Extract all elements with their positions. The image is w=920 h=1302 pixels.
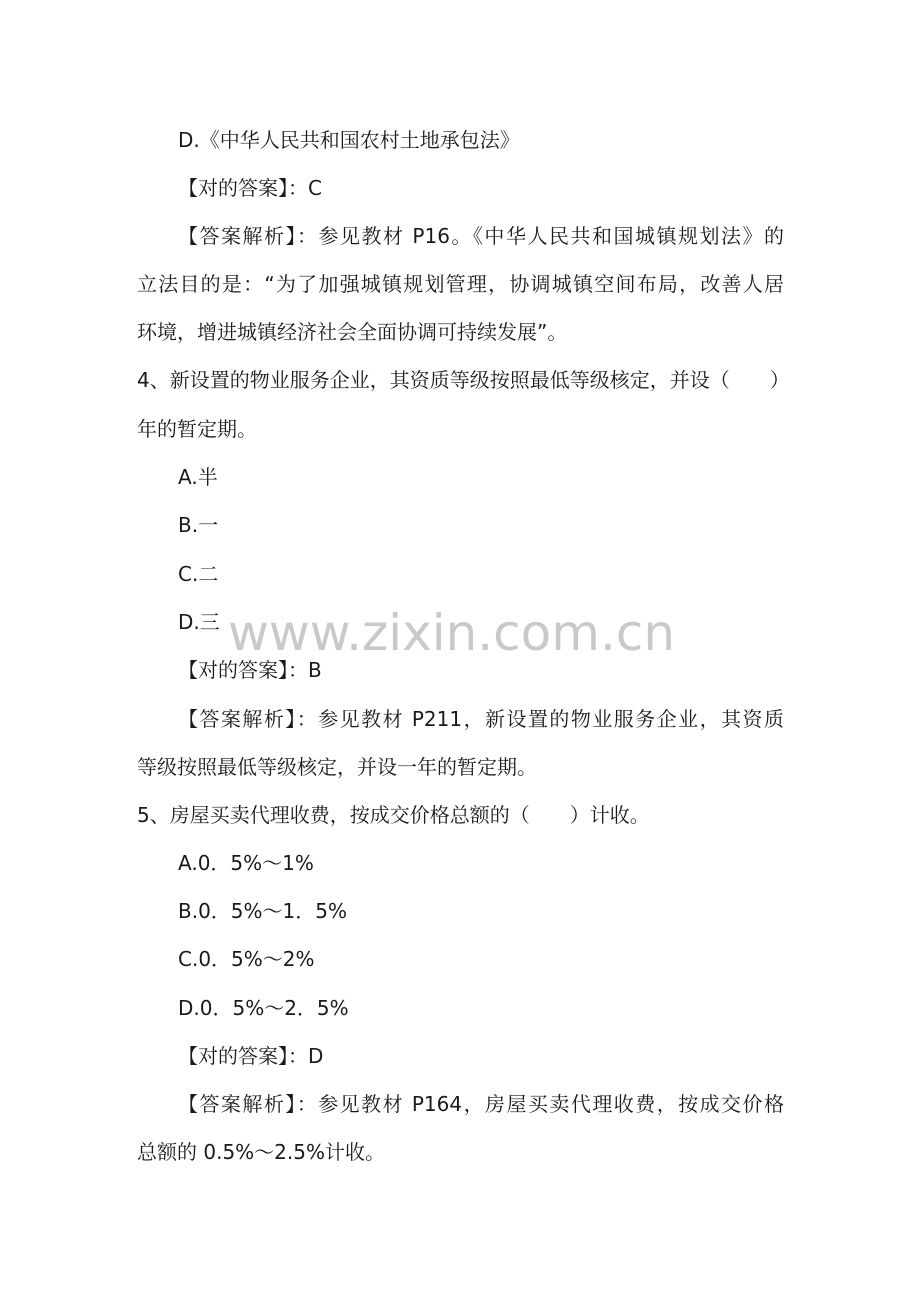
- option-a-q4: A.半: [178, 465, 218, 489]
- answer-analysis-q4-line2: 等级按照最低等级核定，并设一年的暂定期。: [137, 755, 537, 779]
- option-d-q5: D.0．5%～2．5%: [178, 996, 349, 1020]
- answer-analysis-q3-line1: 【答案解析】：参见教材 P16。《中华人民共和国城镇规划法》的: [178, 224, 784, 248]
- answer-analysis-q5-line1: 【答案解析】：参见教材 P164，房屋买卖代理收费，按成交价格: [178, 1092, 784, 1116]
- option-b-q5: B.0．5%～1．5%: [178, 899, 347, 923]
- question-4-line2: 年的暂定期。: [137, 417, 257, 441]
- option-a-q5: A.0．5%～1%: [178, 851, 314, 875]
- correct-answer-q4: 【对的答案】：B: [178, 658, 322, 682]
- answer-analysis-q3-line2: 立法目的是：“为了加强城镇规划管理，协调城镇空间布局，改善人居: [137, 272, 784, 296]
- answer-analysis-q5-line2: 总额的 0.5%～2.5%计收。: [137, 1140, 385, 1164]
- option-d-q3: D.《中华人民共和国农村土地承包法》: [178, 128, 520, 152]
- answer-analysis-q4-line1: 【答案解析】：参见教材 P211，新设置的物业服务企业，其资质: [178, 707, 784, 731]
- correct-answer-q5: 【对的答案】：D: [178, 1044, 324, 1068]
- question-4-line1: 4、新设置的物业服务企业，其资质等级按照最低等级核定，并设（ ）: [137, 368, 790, 392]
- correct-answer-q3: 【对的答案】：C: [178, 176, 322, 200]
- watermark: www.zixin.com.cn: [228, 604, 676, 662]
- answer-analysis-q3-line3: 环境，增进城镇经济社会全面协调可持续发展”。: [137, 320, 568, 344]
- option-b-q4: B.一: [178, 513, 219, 537]
- option-c-q4: C.二: [178, 562, 219, 586]
- option-d-q4: D.三: [178, 610, 220, 634]
- option-c-q5: C.0．5%～2%: [178, 947, 315, 971]
- question-5: 5、房屋买卖代理收费，按成交价格总额的（ ）计收。: [137, 803, 650, 827]
